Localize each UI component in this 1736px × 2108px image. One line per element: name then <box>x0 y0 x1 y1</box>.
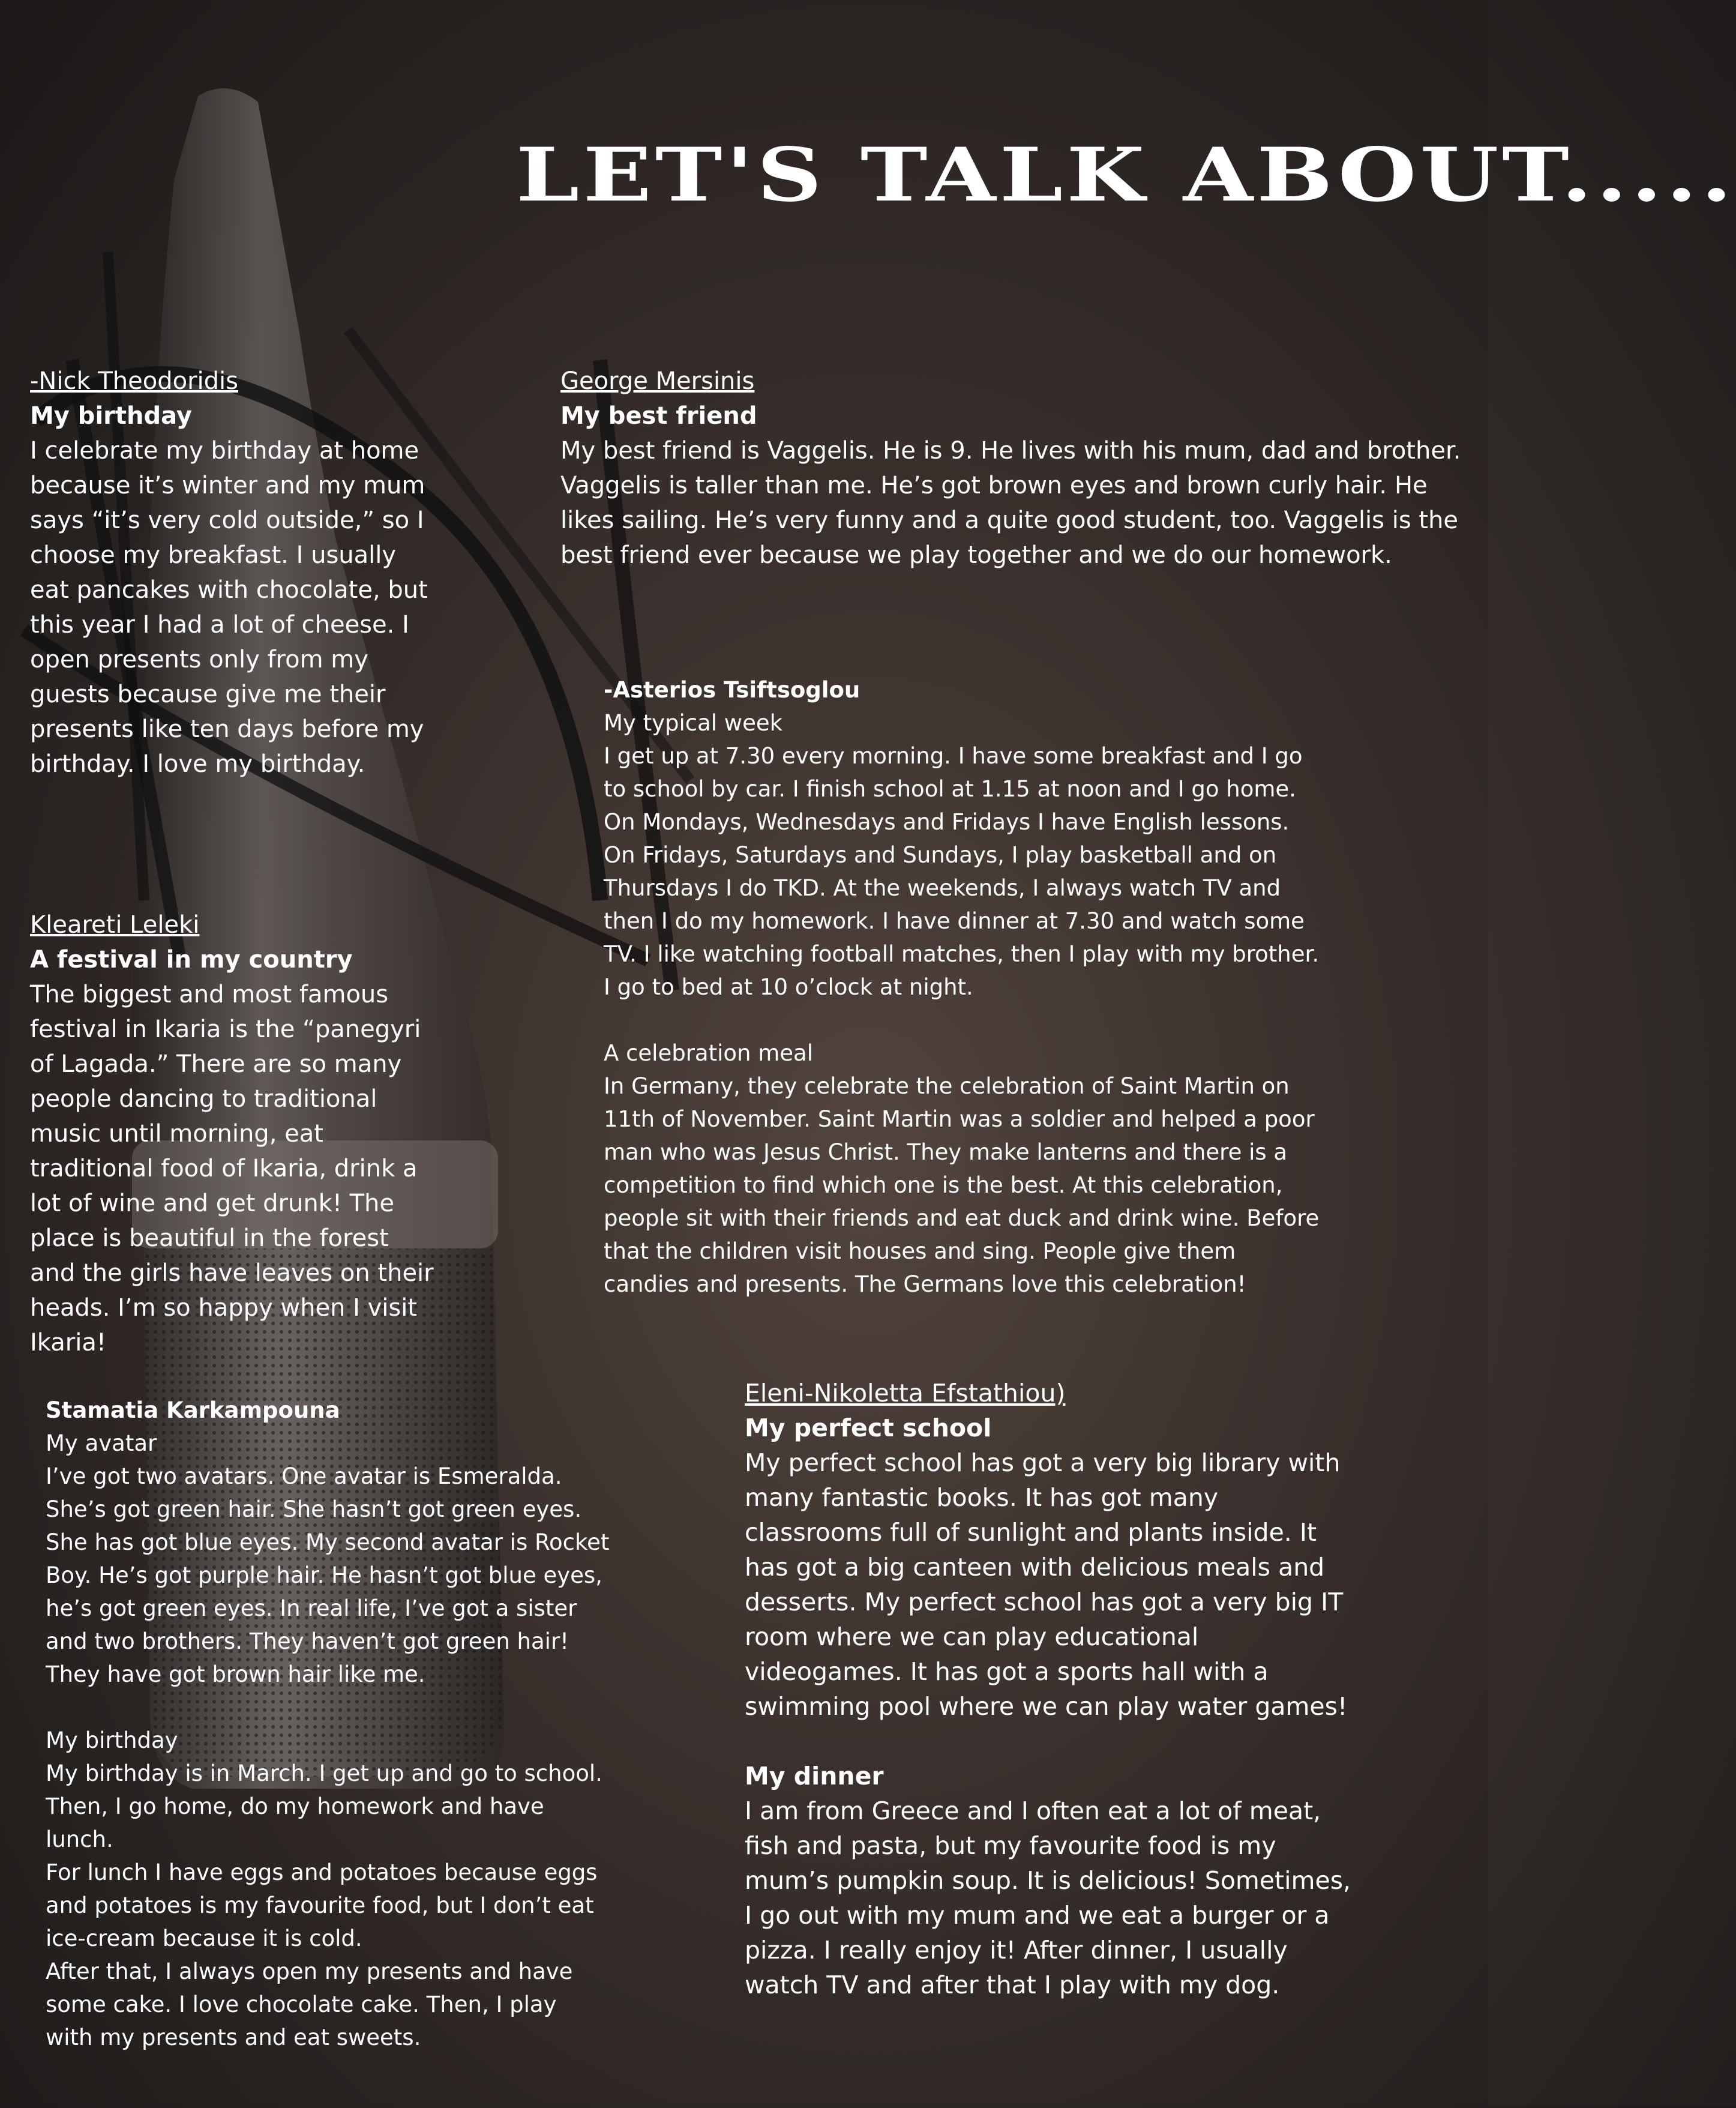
author-name: Stamatia Karkampouna <box>46 1397 340 1423</box>
section-text: I get up at 7.30 every morning. I have some breakfast and I go to school by car. I finish school at 1.15 at noon and I go home. On Mondays, Wednesdays and Fridays I have English lessons. On Fridays, Saturdays and Sundays, I play basketball and on Thursdays I do TKD. At the weekends, I always watch TV and then I do my homework. I have dinner at 7.30 and watch some TV. I like watching football matches, then I play with my brother. I go to bed at 10 o’clock at night. <box>604 743 1320 1000</box>
section-heading: My perfect school <box>745 1414 992 1442</box>
section-heading: My best friend <box>560 402 757 430</box>
section-heading: My typical week <box>604 710 783 736</box>
section-text: My perfect school has got a very big library with many fantastic books. It has got many classrooms full of sunlight and plants inside. It has got a big canteen with delicious meals and desserts. My perfect school has got a very big IT room where we can play educational videogames. It has got a sports hall with a swimming pool where we can play water games! <box>745 1448 1348 1721</box>
section-text: The biggest and most famous festival in Ikaria is the “panegyri of Lagada.” There are so many people dancing to traditional music until morning, eat traditional food of Ikaria, drink a lot of wine and get drunk! The place is beautiful in the forest and the girls have leaves on their heads. I’m so happy when I visit Ikaria! <box>30 981 434 1357</box>
section-heading: A celebration meal <box>604 1040 813 1066</box>
section-text: I’ve got two avatars. One avatar is Esmeralda. She’s got green hair. She hasn’t got green eyes. She has got blue eyes. My second avatar is Rocket Boy. He’s got purple hair. He hasn’t got blue eyes, he’s got green eyes. In real life, I’ve got a sister and two brothers. They haven’t got green hair! They have got brown hair like me. <box>46 1463 610 1687</box>
section-stamatia <box>46 1394 610 2054</box>
author-name: -Nick Theodoridis <box>30 367 238 395</box>
author-name: -Asterios Tsiftsoglou <box>604 677 860 703</box>
author-name: Eleni-Nikoletta Efstathiou) <box>745 1379 1066 1408</box>
section-heading: My dinner <box>745 1762 884 1790</box>
author-name: Kleareti Leleki <box>30 911 200 939</box>
section-text: After that, I always open my presents and have some cake. I love chocolate cake. Then, I play with my presents and eat sweets. <box>46 1959 573 2050</box>
section-text: I celebrate my birthday at home because it’s winter and my mum says “it’s very cold outside,” so I choose my breakfast. I usually eat pancakes with chocolate, but this year I had a lot of cheese. I open presents only from my guests because give me their presents like ten days before my birthday. I love my birthday. <box>30 437 428 778</box>
author-name: George Mersinis <box>560 367 755 395</box>
section-heading: My birthday <box>46 1727 178 1753</box>
section-text: In Germany, they celebrate the celebration of Saint Martin on 11th of November. Saint Martin was a soldier and helped a poor man who was Jesus Christ. They make lanterns and there is a competition to find which one is the best. At this celebration, people sit with their friends and eat duck and drink wine. Before that the children visit houses and sing. People give them candies and presents. The Germans love this celebration! <box>604 1073 1320 1297</box>
section-text: I am from Greece and I often eat a lot of meat, fish and pasta, but my favourite food is my mum’s pumpkin soup. It is delicious! Sometimes, I go out with my mum and we eat a burger or a pizza. I really enjoy it! After dinner, I usually watch TV and after that I play with my dog. <box>745 1796 1351 1999</box>
section-text: My birthday is in March. I get up and go to school. Then, I go home, do my homework and have lunch. <box>46 1760 602 1852</box>
section-heading: A festival in my country <box>30 946 353 974</box>
section-nick <box>30 364 438 781</box>
section-text: For lunch I have eggs and potatoes because eggs and potatoes is my favourite food, but I don’t eat ice-cream because it is cold. <box>46 1860 598 1951</box>
section-kleareti <box>30 908 438 1360</box>
section-asterios <box>604 673 1324 1301</box>
section-george <box>560 364 1473 573</box>
section-heading: My avatar <box>46 1430 157 1456</box>
page-title: LET'S TALK ABOUT..... <box>516 131 1736 218</box>
section-eleni <box>745 1376 1357 2002</box>
section-text: My best friend is Vaggelis. He is 9. He lives with his mum, dad and brother. Vaggelis is taller than me. He’s got brown eyes and brown curly hair. He likes sailing. He’s very funny and a quite good student, too. Vaggelis is the best friend ever because we play together and we do our homework. <box>560 437 1461 569</box>
section-heading: My birthday <box>30 402 192 430</box>
